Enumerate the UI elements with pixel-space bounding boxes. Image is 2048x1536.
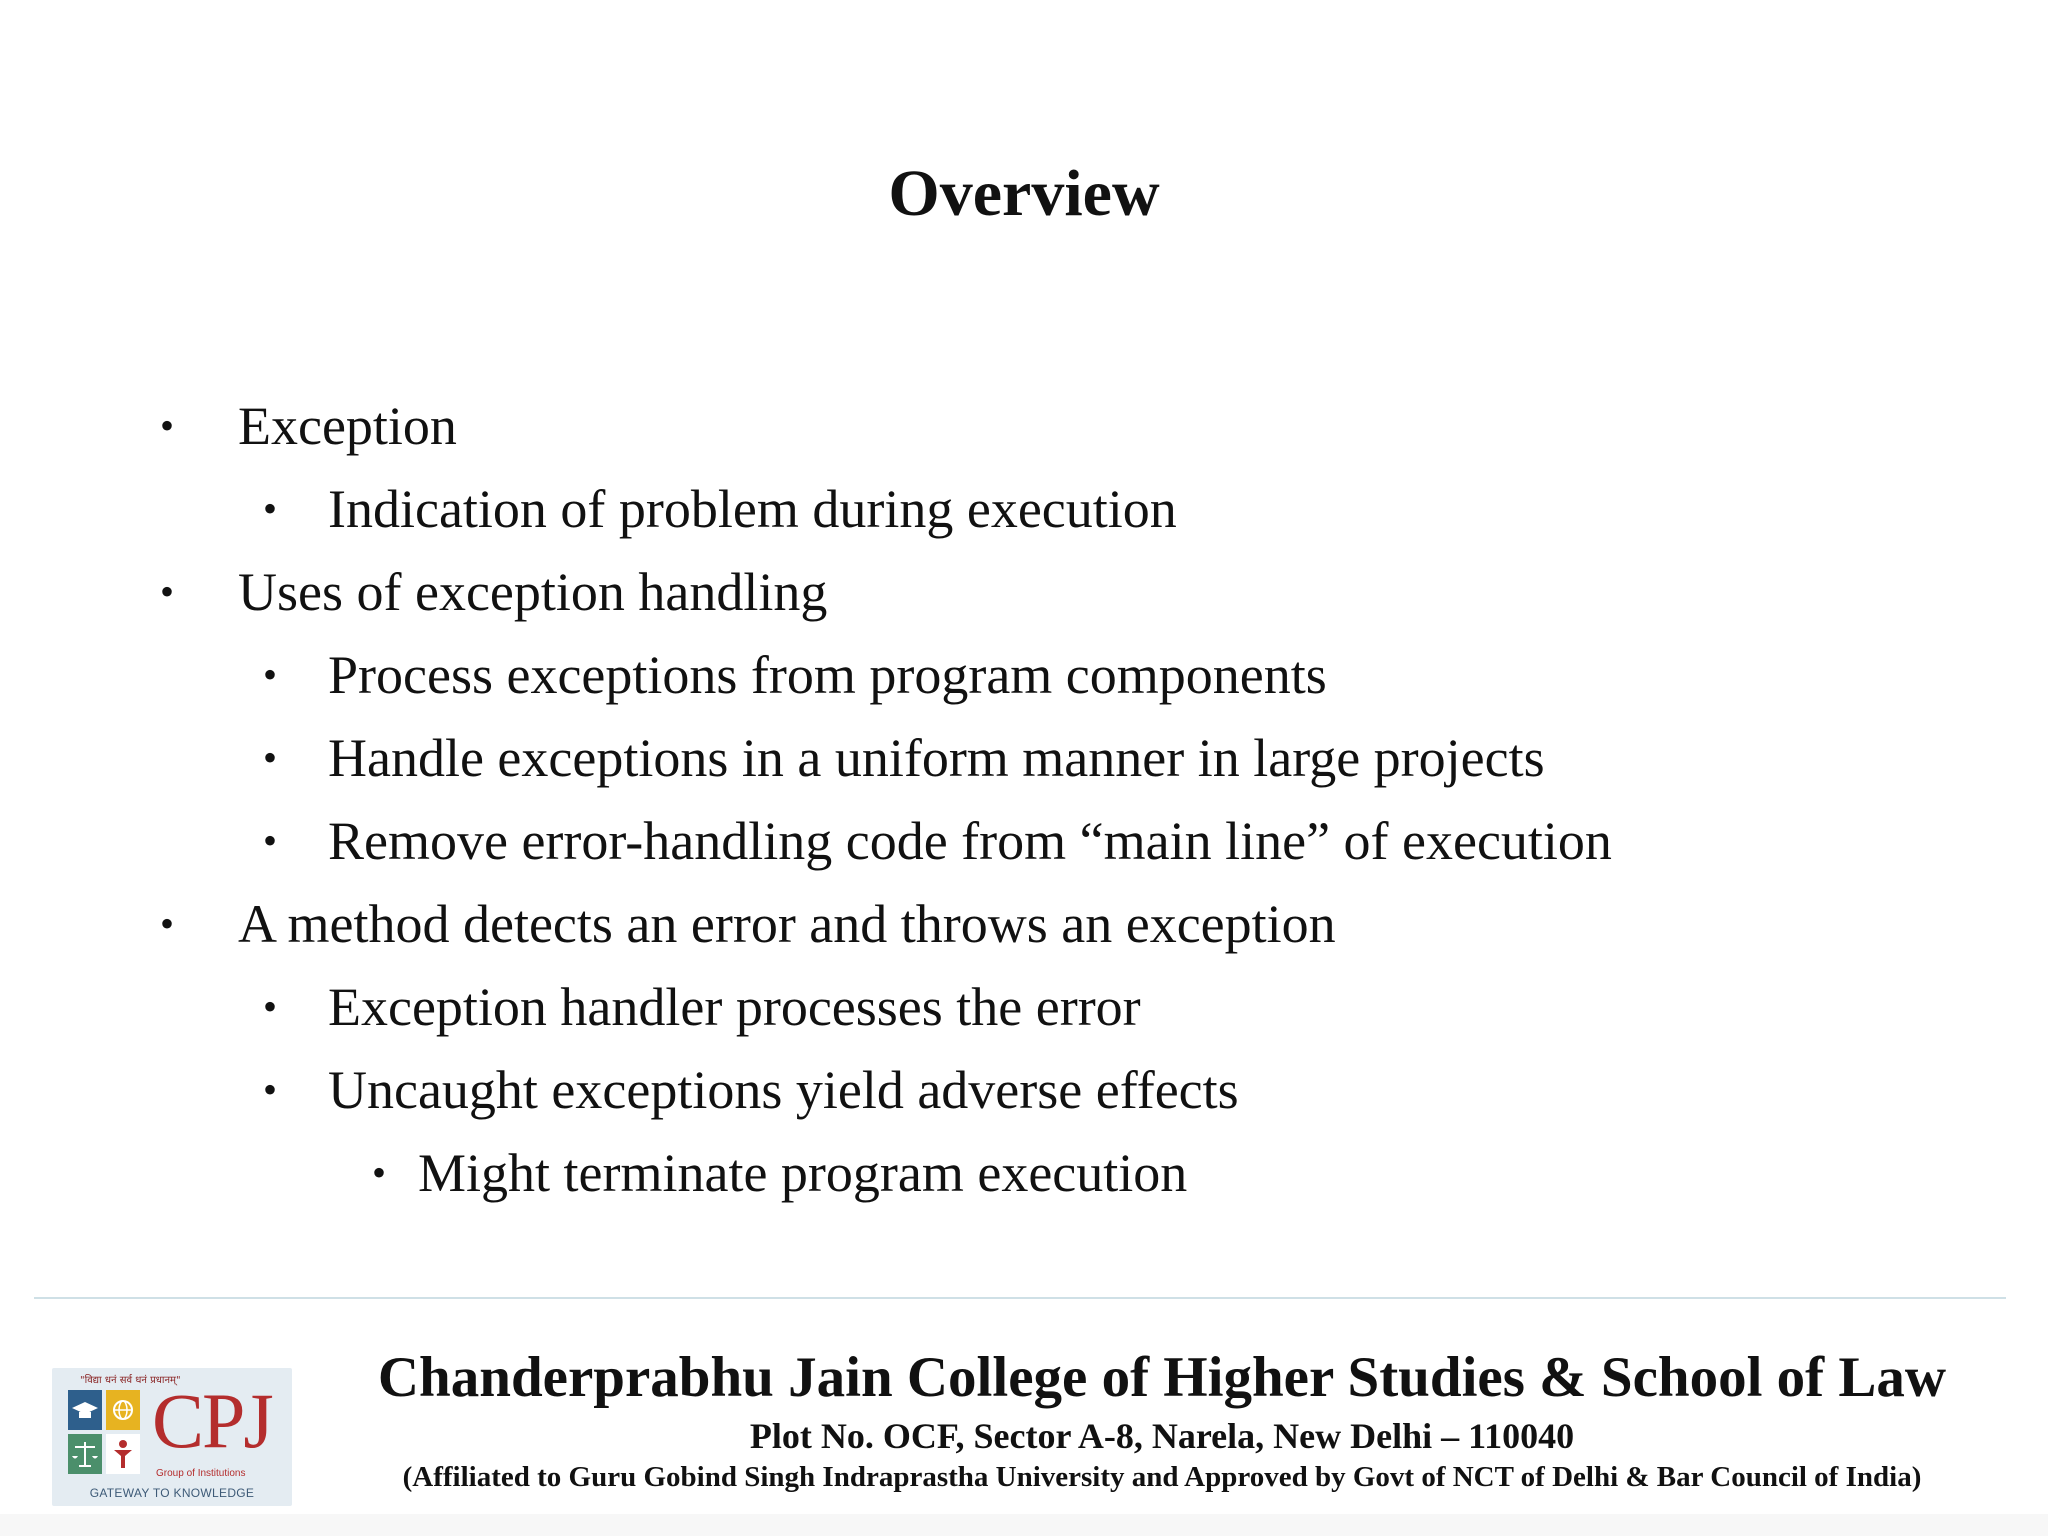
bullet-marker: • [372,1150,387,1195]
bullet-text: Remove error-handling code from “main line” of execution [328,811,1612,871]
bullet-marker: • [263,486,278,531]
bullet-text: A method detects an error and throws an exception [238,894,1336,954]
bullet-marker: • [263,1067,278,1112]
bullet-marker: • [160,901,175,946]
slide-title: Overview [888,157,1160,230]
college-affiliation: (Affiliated to Guru Gobind Singh Indraprastha University and Approved by Govt of NCT of Delhi & Bar Council of India) [402,1461,1922,1493]
bullet-text: Exception [238,396,457,456]
bullet-text: Uncaught exceptions yield adverse effects [328,1060,1239,1120]
scales-of-justice-icon [68,1434,102,1474]
person-icon [106,1434,140,1474]
bullet-marker: • [160,403,175,448]
college-address: Plot No. OCF, Sector A-8, Narela, New Delhi – 110040 [749,1416,1575,1456]
footer-divider [34,1297,2006,1299]
bullet-text: Might terminate program execution [418,1143,1188,1203]
bullet-text: Process exceptions from program components [328,645,1327,705]
logo-group-text: Group of Institutions [156,1468,246,1479]
college-logo [52,1368,292,1506]
bullet-text: Exception handler processes the error [328,977,1141,1037]
graduation-cap-icon [68,1390,102,1430]
bullet-text: Uses of exception handling [238,562,828,622]
bullet-text: Handle exceptions in a uniform manner in large projects [328,728,1545,788]
logo-motto: "विद्या धनं सर्व धनं प्रधानम्" [80,1375,181,1386]
bullet-marker: • [263,652,278,697]
globe-icon [106,1390,140,1430]
bullet-marker: • [263,984,278,1029]
bullet-marker: • [160,569,175,614]
bullet-marker: • [263,735,278,780]
bullet-marker: • [263,818,278,863]
logo-emblem-grid [68,1390,140,1474]
bottom-band [0,1514,2048,1536]
bullet-text: Indication of problem during execution [328,479,1177,539]
college-name: Chanderprabhu Jain College of Higher Studies & School of Law [377,1346,1947,1409]
logo-letters: CPJ [152,1377,272,1464]
logo-tagline: GATEWAY TO KNOWLEDGE [89,1486,255,1500]
